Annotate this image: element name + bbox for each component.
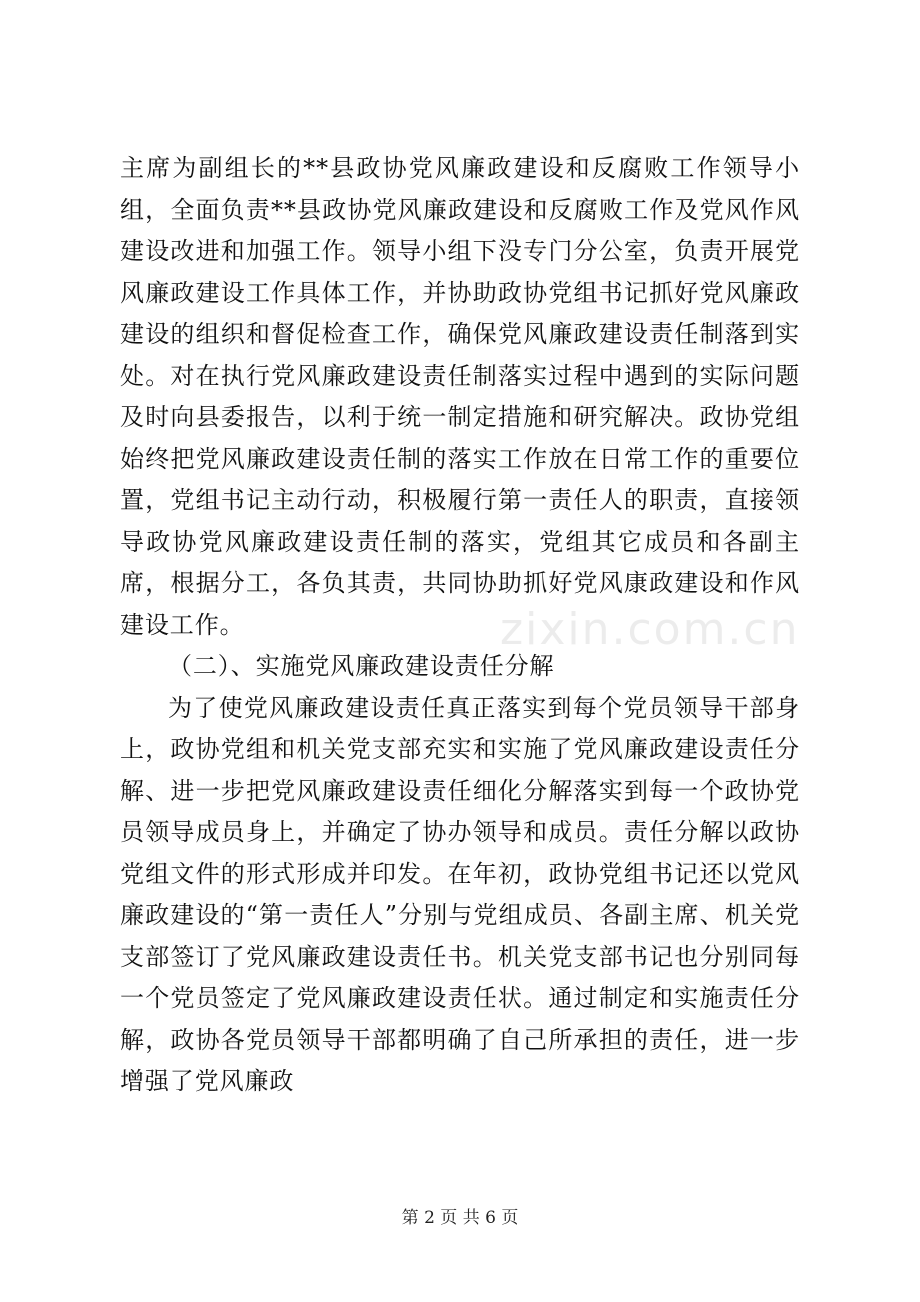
page-footer: 第 2 页 共 6 页	[401, 1208, 519, 1228]
watermark-text: zixin.com.cn	[500, 604, 800, 655]
section-heading: （二）、实施党风廉政建设责任分解	[168, 652, 555, 680]
body-paragraph-1: 主席为副组长的**县政协党风廉政建设和反腐败工作领导小组，全面负责**县政协党风廉政建设和反腐败工作及党风作风建设改进和加强工作。领导小组下没专门分公室，负责开展党风廉政建设工作具体工作，并协助政协党组书记抓好党风廉政建设的组织和督促检查工作，确保党风廉政建设责任制落到实处。对在执行党风廉政建设责任制落实过程中遇到的实际问题及时向县委报告，以利于统一制定措施和研究解决。政协党组始终把党风廉政建设责任制的落实工作放在日常工作的重要位置，党组书记主动行动，积极履行第一责任人的职责，直接领导政协党风廉政建设责任制的落实，党组其它成员和各副主席，根据分工，各负其责，共同协助抓好党风康政建设和作风建设工作。	[120, 154, 800, 639]
document-body	[120, 148, 800, 1103]
body-paragraph-2: 为了使党风廉政建设责任真正落实到每个党员领导干部身上，政协党组和机关党支部充实和实施了党风廉政建设责任分解、进一步把党风廉政建设责任细化分解落实到每一个政协党员领导成员身上，并确定了协办领导和成员。责任分解以政协党组文件的形式形成并印发。在年初，政协党组书记还以党风廉政建设的“第一责任人”分别与党组成员、各副主席、机关党支部签订了党风廉政建设责任书。机关党支部书记也分别同每一个党员签定了党风廉政建设责任状。通过制定和实施责任分解，政协各党员领导干部都明确了自己所承担的责任，进一步增强了党风廉政	[120, 693, 800, 1095]
